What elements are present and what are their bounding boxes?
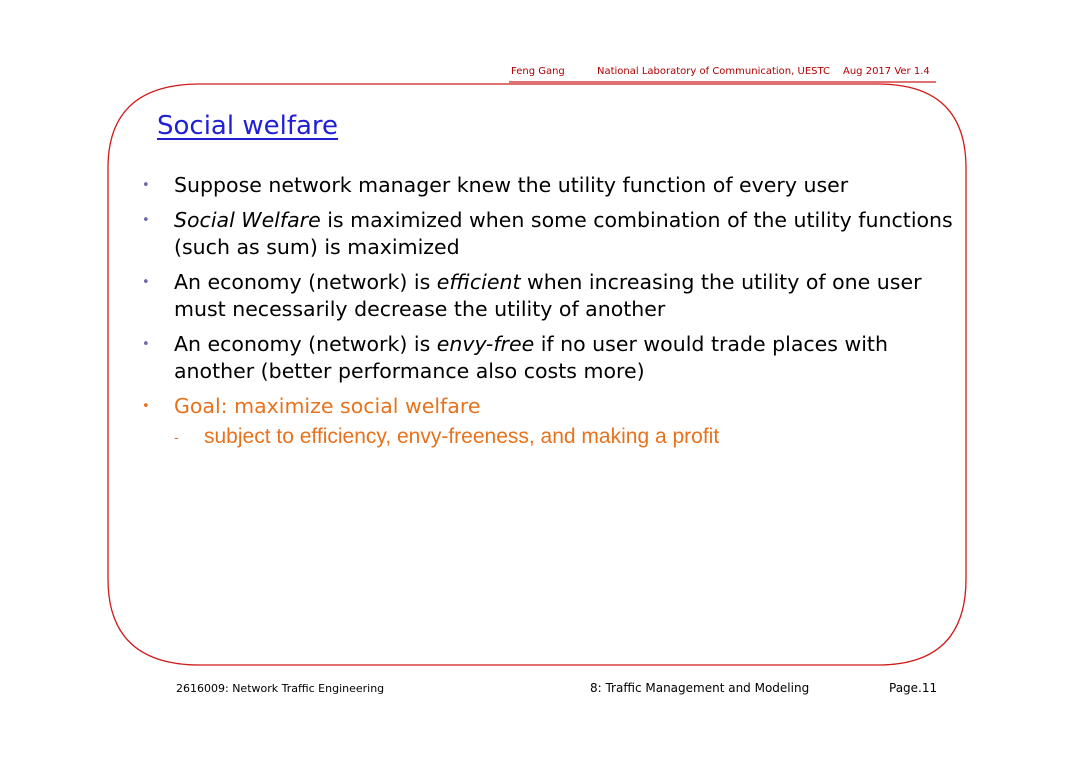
bullet-item-5: [142, 393, 962, 420]
bullet-item-3: [142, 269, 962, 323]
footer-chapter: 8: Traffic Management and Modeling: [590, 681, 810, 695]
bullet-item-1: [142, 172, 962, 199]
bullet-text-post: is maximized when some combination of the utility functions (such as sum) is maximized: [174, 208, 953, 259]
bullet-text-post: if no user would trade places with another (better performance also costs more): [174, 332, 888, 383]
sub-bullet-item: [174, 424, 962, 450]
bullet-dot-icon: •: [142, 178, 150, 193]
bullet-dot-icon: •: [142, 399, 150, 414]
header-date-version: Aug 2017 Ver 1.4: [843, 66, 930, 77]
bullet-text-pre: An economy (network) is: [174, 332, 437, 356]
header-author: Feng Gang: [511, 66, 565, 77]
bullet-emphasis: Social Welfare: [174, 208, 321, 232]
footer-course: 2616009: Network Traffic Engineering: [176, 682, 385, 695]
bullet-text: Goal: maximize social welfare: [174, 394, 481, 418]
bullet-dot-icon: •: [142, 337, 150, 352]
bullet-dot-icon: •: [142, 213, 150, 228]
bullet-emphasis: efficient: [436, 270, 521, 294]
sub-bullet-dash-icon: -: [174, 429, 179, 445]
slide-title: Social welfare: [157, 111, 339, 141]
footer-page-number: Page.11: [889, 681, 938, 695]
bullet-list: [142, 172, 962, 450]
bullet-item-4: [142, 331, 962, 385]
bullet-text-pre: An economy (network) is: [174, 270, 437, 294]
header-organization: National Laboratory of Communication, UESTC: [597, 66, 830, 77]
bullet-emphasis: envy-free: [436, 332, 535, 356]
sub-bullet-text: subject to efficiency, envy-freeness, and making a profit: [204, 425, 720, 448]
bullet-text-post: when increasing the utility of one user must necessarily decrease the utility of another: [174, 270, 922, 321]
bullet-item-2: [142, 207, 962, 261]
bullet-dot-icon: •: [142, 275, 150, 290]
bullet-text: Suppose network manager knew the utility function of every user: [174, 173, 849, 197]
